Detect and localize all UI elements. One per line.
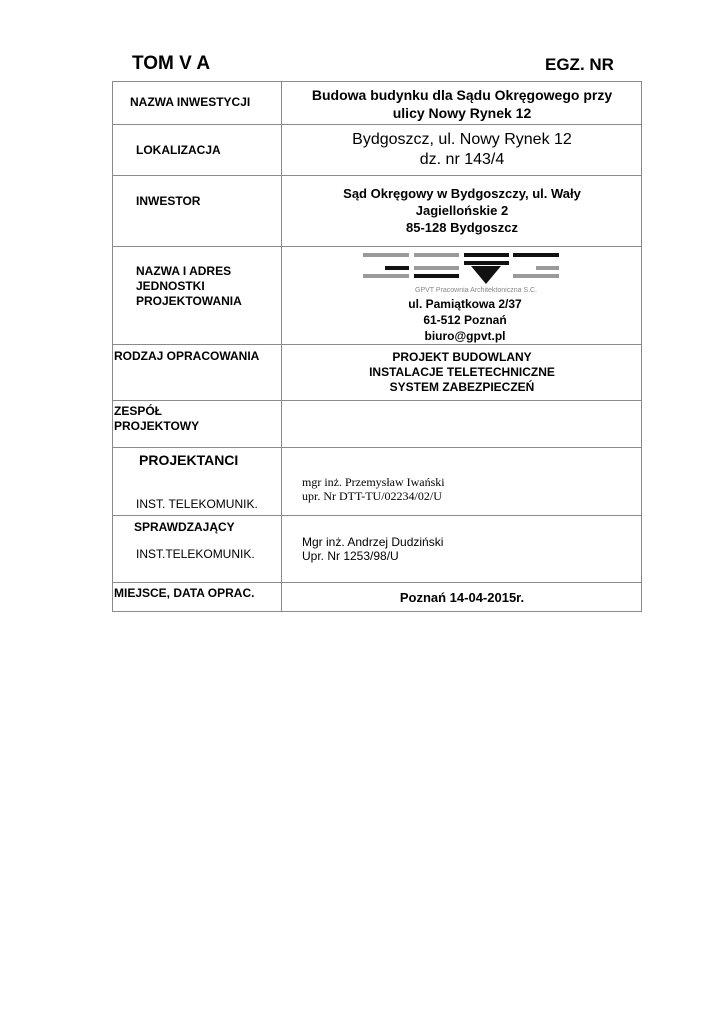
design-unit-city: 61-512 Poznań — [423, 313, 507, 327]
row-divider — [112, 582, 642, 583]
table-border-left — [112, 81, 113, 612]
investor-line: Jagiellońskie 2 — [415, 203, 509, 218]
location-address: Bydgoszcz, ul. Nowy Rynek 12 — [352, 131, 572, 148]
location-value — [282, 130, 642, 170]
designer-credentials — [302, 475, 445, 503]
design-unit-address — [390, 296, 540, 344]
designers-discipline: INST. TELEKOMUNIK. — [136, 497, 258, 511]
table-border-top — [112, 81, 642, 82]
logo-triangle — [471, 266, 501, 286]
logo-caption: GPVT Pracownia Architektoniczna S.C. — [415, 287, 538, 294]
logo-bar — [464, 253, 509, 257]
logo-bar — [363, 274, 409, 278]
reviewer-license: Upr. Nr 1253/98/U — [302, 549, 399, 563]
investor-line: Sąd Okręgowy w Bydgoszczy, ul. Wały — [343, 186, 581, 201]
copy-number-label: EGZ. NR — [545, 55, 614, 74]
row-divider — [112, 515, 642, 516]
design-team-label-line: PROJEKTOWY — [114, 419, 200, 433]
design-unit-label-line: NAZWA I ADRES — [136, 264, 232, 278]
location-label: LOKALIZACJA — [136, 143, 221, 157]
design-unit-email: biuro@gpvt.pl — [424, 329, 506, 343]
design-unit-label-line: PROJEKTOWANIA — [136, 294, 242, 308]
design-team-label — [114, 404, 199, 434]
row-divider — [112, 447, 642, 448]
document-type-label: RODZAJ OPRACOWANIA — [114, 349, 260, 363]
investor-label: INWESTOR — [136, 194, 201, 208]
investment-name-line: Budowa budynku dla Sądu Okręgowego przy — [311, 87, 613, 103]
logo-bar — [363, 253, 409, 257]
row-divider — [112, 124, 642, 125]
logo-bar — [414, 266, 459, 270]
reviewer-discipline: INST.TELEKOMUNIK. — [136, 547, 255, 561]
logo-bar — [464, 261, 509, 265]
place-date-value: Poznań 14-04-2015r. — [399, 590, 525, 605]
design-unit-label — [136, 264, 242, 309]
investment-name-label: NAZWA INWESTYCJI — [130, 95, 251, 109]
designers-label: PROJEKTANCI — [139, 452, 239, 468]
investor-line: 85-128 Bydgoszcz — [406, 220, 518, 235]
design-unit-street: ul. Pamiątkowa 2/37 — [408, 297, 522, 311]
row-divider — [112, 175, 642, 176]
investor-value — [282, 185, 642, 236]
designer-name: mgr inż. Przemysław Iwański — [302, 475, 445, 489]
logo-bar — [513, 253, 559, 257]
location-parcel: dz. nr 143/4 — [419, 151, 505, 168]
logo-bar — [414, 274, 459, 278]
volume-title: TOM V A — [132, 53, 211, 74]
document-type-line: INSTALACJE TELETECHNICZNE — [369, 365, 555, 379]
row-divider — [112, 344, 642, 345]
designer-license: upr. Nr DTT-TU/02234/02/U — [302, 489, 442, 503]
design-team-label-line: ZESPÓŁ — [114, 404, 163, 418]
logo-bar — [414, 253, 459, 257]
table-border-bottom — [112, 611, 642, 612]
investment-name-value — [282, 86, 642, 122]
document-type-line: SYSTEM ZABEZPIECZEŃ — [389, 380, 535, 394]
document-type-value — [282, 350, 642, 395]
reviewer-name: Mgr inż. Andrzej Dudziński — [302, 535, 444, 549]
row-divider — [112, 246, 642, 247]
row-divider — [112, 400, 642, 401]
logo-bar — [385, 266, 409, 270]
reviewer-label: SPRAWDZAJĄCY — [134, 520, 235, 534]
investment-name-line: ulicy Nowy Rynek 12 — [392, 105, 532, 121]
document-type-line: PROJEKT BUDOWLANY — [392, 350, 532, 364]
logo-bar — [536, 266, 559, 270]
design-unit-label-line: JEDNOSTKI — [136, 279, 205, 293]
place-date-label: MIEJSCE, DATA OPRAC. — [114, 586, 255, 600]
reviewer-credentials — [302, 535, 443, 563]
logo-bar — [513, 274, 559, 278]
